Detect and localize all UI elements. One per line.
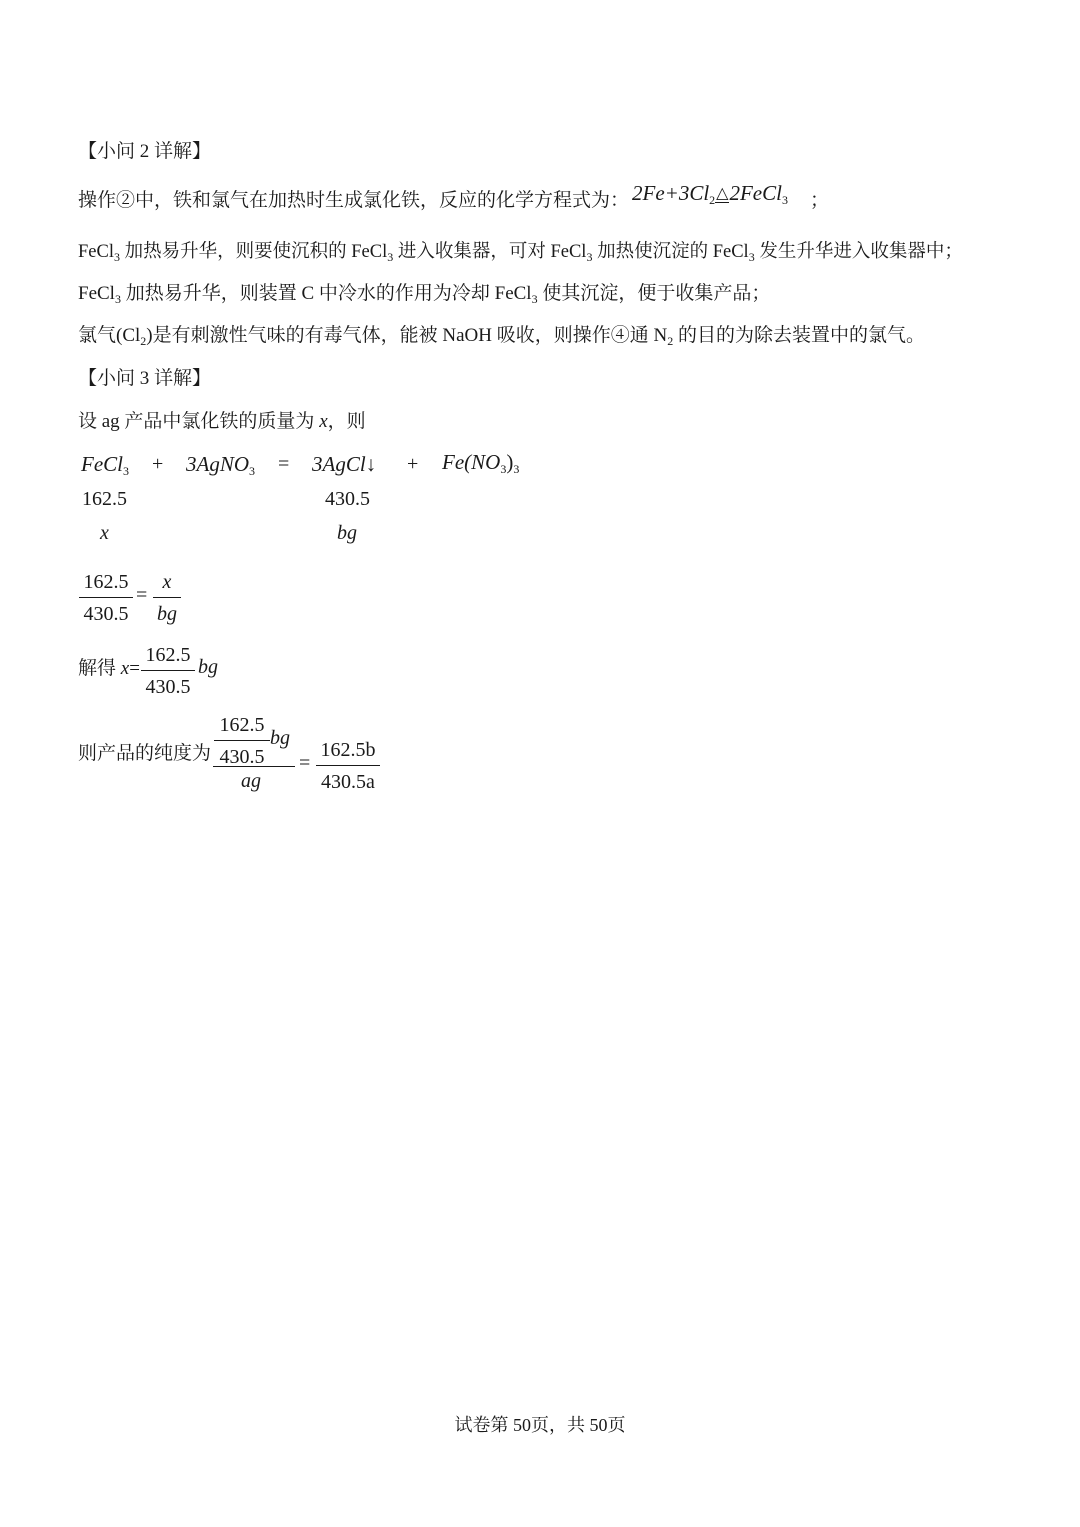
purity-outer-bar [213, 766, 295, 767]
p4-sub2: 2 [667, 334, 674, 348]
section3-intro [78, 410, 366, 434]
purity-result-fraction [316, 737, 380, 795]
eq-right: 2FeCl [729, 181, 782, 205]
p2-sub: 3 [387, 250, 394, 264]
eq-fecl3 [81, 452, 129, 477]
solve-den: 430.5 [145, 676, 191, 698]
purity-result-den: 430.5a [321, 771, 375, 793]
p1-text: 操作②中，铁和氯气在加热时生成氯化铁，反应的化学方程式为： [78, 190, 630, 211]
eq-sub2: 3 [781, 193, 788, 207]
p2-sub: 3 [586, 250, 593, 264]
p2-b: 加热易升华，则要使沉积的 FeCl [119, 242, 388, 262]
eq-plus-1: + [152, 453, 164, 475]
eq-sub1: 2 [709, 193, 716, 207]
solve-fraction [141, 642, 195, 700]
p2-c: 进入收集器，可对 FeCl [393, 242, 587, 262]
p4-b: )是有刺激性气味的有毒气体，能被 NaOH 吸收，则操作④通 N [146, 325, 668, 346]
purity-inner-unit: bg [270, 727, 290, 749]
intro-x: x [319, 411, 328, 432]
fraction-bar [153, 597, 181, 598]
purity-result-num: 162.5b [320, 739, 376, 761]
purity-inner-fraction [214, 712, 270, 770]
fe-cl2-equation [632, 181, 788, 206]
p3-a: FeCl [78, 283, 115, 304]
fraction-bar [141, 670, 195, 671]
ratio-den1: 430.5 [83, 603, 129, 625]
eq-agcl: 3AgCl↓ [312, 452, 377, 476]
purity-label: 则产品的纯度为 [78, 743, 212, 764]
ratio-fraction-1 [79, 569, 133, 627]
eq-agno3 [186, 452, 255, 477]
heat-condition: △ [716, 185, 729, 202]
solve-line [78, 657, 140, 681]
p4-a: 氯气(Cl [78, 325, 141, 346]
molar-mass-agcl: 430.5 [325, 488, 370, 510]
eq-left: 2Fe+3Cl [632, 181, 710, 205]
p3-sub: 3 [114, 292, 121, 306]
no-sub2: 3 [513, 462, 520, 476]
fraction-bar [79, 597, 133, 598]
fe-text: Fe [442, 450, 465, 474]
section2-paragraph-4 [78, 324, 925, 348]
page-footer: 试卷第 50页，共 50页 [454, 1415, 626, 1435]
p4-c: 的目的为除去装置中的氯气。 [673, 325, 925, 346]
intro-b: ，则 [327, 411, 366, 432]
section3-header: 【小问 3 详解】 [78, 368, 212, 389]
p2-sub: 3 [748, 250, 755, 264]
ratio-num2: x [162, 571, 172, 593]
p3-b: 加热易升华，则装置 C 中冷水的作用为冷却 FeCl [120, 283, 532, 304]
solve-eq: = [129, 658, 140, 679]
section2-header: 【小问 2 详解】 [78, 141, 212, 162]
eq-equals: = [278, 453, 290, 475]
agno-text: 3AgNO [186, 452, 249, 476]
p2-d: 加热使沉淀的 FeCl [592, 242, 749, 262]
no-sub: 3 [500, 462, 507, 476]
fecl-text: FeCl [81, 452, 123, 476]
p1-tail: ； [810, 190, 830, 211]
no-close: ) [506, 450, 514, 474]
solve-unit: bg [198, 656, 218, 678]
section2-paragraph-1 [78, 189, 629, 213]
ratio-equals: = [136, 584, 148, 606]
solve-num: 162.5 [145, 644, 191, 666]
agno-sub: 3 [249, 464, 255, 478]
mass-x: x [100, 522, 109, 544]
intro-a: 设 ag 产品中氯化铁的质量为 [78, 411, 320, 432]
solve-label: 解得 [78, 658, 121, 679]
ratio-fraction-2 [153, 569, 181, 627]
ratio-den2: bg [157, 603, 177, 625]
eq-fe-no3-3 [442, 450, 519, 475]
molar-mass-fecl3: 162.5 [82, 488, 127, 510]
p2-e: 发生升华进入收集器中； [754, 242, 963, 262]
p2-a: FeCl [78, 242, 114, 262]
p4-sub1: 2 [140, 334, 147, 348]
section2-paragraph-3 [78, 282, 770, 306]
solve-x: x [120, 658, 130, 679]
ratio-num1: 162.5 [83, 571, 129, 593]
no-text: (NO [464, 450, 501, 474]
p2-sub: 3 [113, 250, 120, 264]
purity-inner-num: 162.5 [219, 714, 265, 736]
eq-plus-2: + [407, 453, 419, 475]
purity-inner-den: 430.5 [219, 746, 265, 768]
purity-equals: = [299, 752, 311, 774]
fraction-bar [316, 765, 380, 766]
p3-c: 使其沉淀，便于收集产品； [537, 283, 771, 304]
fecl-sub: 3 [123, 464, 129, 478]
fraction-bar [214, 740, 270, 741]
purity-outer-den: ag [241, 770, 261, 792]
mass-bg: bg [337, 522, 357, 544]
p3-sub: 3 [531, 292, 538, 306]
section2-paragraph-2 [78, 240, 963, 264]
